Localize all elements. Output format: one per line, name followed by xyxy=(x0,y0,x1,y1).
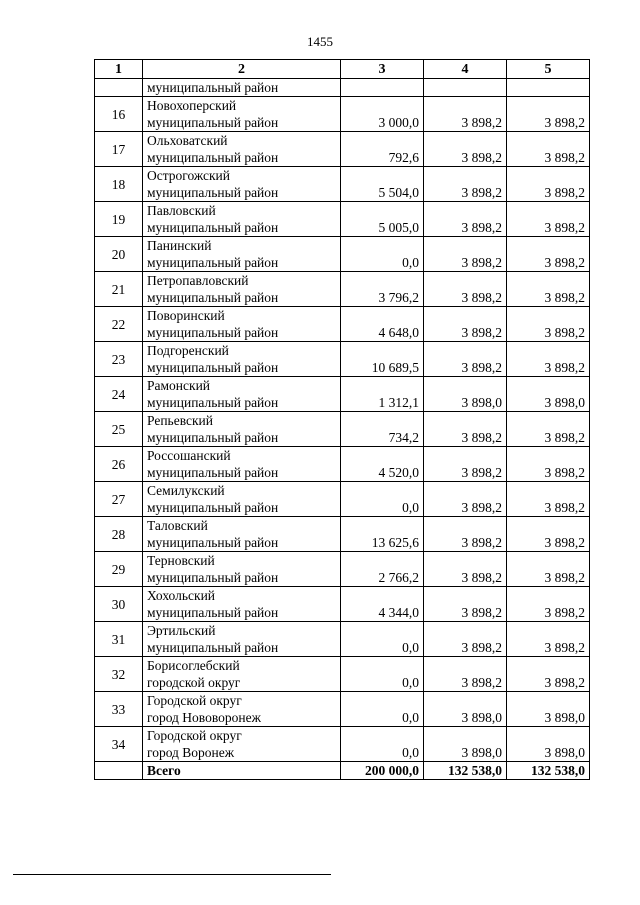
name-line-2: муниципальный район xyxy=(147,220,279,235)
value-col-3: 5 005,0 xyxy=(341,202,424,237)
value-col-4: 3 898,2 xyxy=(424,342,507,377)
name-line-2: муниципальный район xyxy=(147,290,279,305)
value-col-5: 3 898,2 xyxy=(507,97,590,132)
continued-num xyxy=(95,79,143,97)
name-line-2: город Нововоронеж xyxy=(147,710,261,725)
row-number: 28 xyxy=(95,517,143,552)
table-row xyxy=(95,517,590,552)
name-line-2: муниципальный район xyxy=(147,465,279,480)
value-col-3: 3 796,2 xyxy=(341,272,424,307)
row-number: 29 xyxy=(95,552,143,587)
municipality-name xyxy=(143,622,341,657)
value-col-4: 3 898,2 xyxy=(424,132,507,167)
row-number: 16 xyxy=(95,97,143,132)
value-col-5: 3 898,2 xyxy=(507,517,590,552)
name-line-2: город Воронеж xyxy=(147,745,235,760)
value-col-3: 13 625,6 xyxy=(341,517,424,552)
name-line-1: Новохоперский xyxy=(147,98,237,113)
value-col-3: 4 648,0 xyxy=(341,307,424,342)
municipality-name xyxy=(143,587,341,622)
value-col-3: 4 520,0 xyxy=(341,447,424,482)
table-row xyxy=(95,727,590,762)
header-col-1: 1 xyxy=(95,60,143,79)
row-number: 30 xyxy=(95,587,143,622)
name-line-1: Острогожский xyxy=(147,168,231,183)
name-line-1: Панинский xyxy=(147,238,212,253)
value-col-4: 3 898,0 xyxy=(424,377,507,412)
value-col-3: 0,0 xyxy=(341,482,424,517)
value-col-5: 3 898,2 xyxy=(507,307,590,342)
name-line-1: Таловский xyxy=(147,518,208,533)
municipality-name xyxy=(143,202,341,237)
value-col-5: 3 898,0 xyxy=(507,727,590,762)
value-col-4: 3 898,2 xyxy=(424,412,507,447)
value-col-5: 3 898,2 xyxy=(507,132,590,167)
municipality-name xyxy=(143,307,341,342)
name-line-2: муниципальный район xyxy=(147,500,279,515)
value-col-3: 3 000,0 xyxy=(341,97,424,132)
name-line-1: Павловский xyxy=(147,203,216,218)
value-col-3: 5 504,0 xyxy=(341,167,424,202)
header-col-2: 2 xyxy=(143,60,341,79)
value-col-5: 3 898,2 xyxy=(507,657,590,692)
continued-row xyxy=(95,79,590,97)
municipality-name xyxy=(143,517,341,552)
municipality-name xyxy=(143,482,341,517)
table-row xyxy=(95,342,590,377)
name-line-1: Подгоренский xyxy=(147,343,229,358)
value-col-5: 3 898,2 xyxy=(507,237,590,272)
value-col-4: 3 898,2 xyxy=(424,307,507,342)
name-line-2: муниципальный район xyxy=(147,115,279,130)
value-col-4: 3 898,2 xyxy=(424,202,507,237)
total-col-3: 200 000,0 xyxy=(341,762,424,780)
value-col-5: 3 898,2 xyxy=(507,552,590,587)
value-col-5: 3 898,2 xyxy=(507,622,590,657)
table-row xyxy=(95,482,590,517)
name-line-1: Рамонский xyxy=(147,378,211,393)
name-line-2: муниципальный район xyxy=(147,325,279,340)
table-row xyxy=(95,377,590,412)
value-col-4: 3 898,0 xyxy=(424,692,507,727)
name-line-2: муниципальный район xyxy=(147,395,279,410)
table-row xyxy=(95,622,590,657)
footnote-divider xyxy=(13,874,331,875)
row-number: 27 xyxy=(95,482,143,517)
value-col-5: 3 898,2 xyxy=(507,412,590,447)
name-line-1: Терновский xyxy=(147,553,215,568)
continued-c3 xyxy=(341,79,424,97)
municipality-name xyxy=(143,727,341,762)
table-row xyxy=(95,132,590,167)
row-number: 18 xyxy=(95,167,143,202)
name-line-1: Семилукский xyxy=(147,483,225,498)
name-line-1: Россошанский xyxy=(147,448,231,463)
header-col-3: 3 xyxy=(341,60,424,79)
name-line-1: Петропавловский xyxy=(147,273,249,288)
continued-c5 xyxy=(507,79,590,97)
table-row xyxy=(95,97,590,132)
name-line-2: муниципальный район xyxy=(147,150,279,165)
value-col-4: 3 898,2 xyxy=(424,587,507,622)
header-row xyxy=(95,60,590,79)
table-row xyxy=(95,587,590,622)
municipality-name xyxy=(143,692,341,727)
value-col-4: 3 898,2 xyxy=(424,97,507,132)
municipality-name xyxy=(143,377,341,412)
value-col-4: 3 898,2 xyxy=(424,237,507,272)
row-number: 33 xyxy=(95,692,143,727)
row-number: 25 xyxy=(95,412,143,447)
name-line-2: муниципальный район xyxy=(147,605,279,620)
value-col-3: 0,0 xyxy=(341,727,424,762)
total-col-4: 132 538,0 xyxy=(424,762,507,780)
row-number: 20 xyxy=(95,237,143,272)
row-number: 23 xyxy=(95,342,143,377)
continued-name: муниципальный район xyxy=(143,79,341,97)
value-col-4: 3 898,2 xyxy=(424,657,507,692)
total-num xyxy=(95,762,143,780)
municipality-name xyxy=(143,97,341,132)
value-col-5: 3 898,2 xyxy=(507,167,590,202)
value-col-5: 3 898,0 xyxy=(507,692,590,727)
row-number: 32 xyxy=(95,657,143,692)
row-number: 34 xyxy=(95,727,143,762)
name-line-2: муниципальный район xyxy=(147,430,279,445)
value-col-3: 10 689,5 xyxy=(341,342,424,377)
value-col-4: 3 898,2 xyxy=(424,552,507,587)
name-line-2: городской округ xyxy=(147,675,241,690)
name-line-2: муниципальный район xyxy=(147,360,279,375)
value-col-5: 3 898,2 xyxy=(507,272,590,307)
municipality-name xyxy=(143,237,341,272)
total-label: Всего xyxy=(143,762,341,780)
value-col-5: 3 898,2 xyxy=(507,202,590,237)
value-col-5: 3 898,2 xyxy=(507,447,590,482)
table-row xyxy=(95,447,590,482)
municipality-name xyxy=(143,657,341,692)
municipality-name xyxy=(143,552,341,587)
value-col-4: 3 898,2 xyxy=(424,167,507,202)
value-col-4: 3 898,2 xyxy=(424,517,507,552)
name-line-2: муниципальный район xyxy=(147,255,279,270)
municipality-name xyxy=(143,447,341,482)
value-col-3: 792,6 xyxy=(341,132,424,167)
value-col-3: 0,0 xyxy=(341,657,424,692)
name-line-2: муниципальный район xyxy=(147,570,279,585)
name-line-1: Поворинский xyxy=(147,308,225,323)
value-col-3: 0,0 xyxy=(341,622,424,657)
name-line-1: Хохольский xyxy=(147,588,216,603)
table-row xyxy=(95,272,590,307)
municipality-name xyxy=(143,342,341,377)
name-line-2: муниципальный район xyxy=(147,640,279,655)
municipality-name xyxy=(143,272,341,307)
value-col-3: 4 344,0 xyxy=(341,587,424,622)
distribution-table xyxy=(94,59,590,780)
row-number: 31 xyxy=(95,622,143,657)
name-line-1: Городской округ xyxy=(147,693,242,708)
value-col-5: 3 898,2 xyxy=(507,587,590,622)
value-col-3: 0,0 xyxy=(341,237,424,272)
table-row xyxy=(95,552,590,587)
value-col-5: 3 898,2 xyxy=(507,482,590,517)
value-col-4: 3 898,0 xyxy=(424,727,507,762)
name-line-1: Борисоглебский xyxy=(147,658,240,673)
municipality-name xyxy=(143,167,341,202)
value-col-3: 0,0 xyxy=(341,692,424,727)
municipality-name xyxy=(143,132,341,167)
row-number: 24 xyxy=(95,377,143,412)
row-number: 21 xyxy=(95,272,143,307)
name-line-1: Эртильский xyxy=(147,623,216,638)
name-line-2: муниципальный район xyxy=(147,535,279,550)
continued-c4 xyxy=(424,79,507,97)
table-row xyxy=(95,307,590,342)
row-number: 26 xyxy=(95,447,143,482)
page-number: 1455 xyxy=(307,34,333,49)
value-col-3: 2 766,2 xyxy=(341,552,424,587)
header-col-5: 5 xyxy=(507,60,590,79)
value-col-5: 3 898,2 xyxy=(507,342,590,377)
total-row xyxy=(95,762,590,780)
name-line-2: муниципальный район xyxy=(147,185,279,200)
header-col-4: 4 xyxy=(424,60,507,79)
value-col-4: 3 898,2 xyxy=(424,482,507,517)
table-row xyxy=(95,237,590,272)
value-col-3: 1 312,1 xyxy=(341,377,424,412)
value-col-3: 734,2 xyxy=(341,412,424,447)
total-col-5: 132 538,0 xyxy=(507,762,590,780)
name-line-1: Репьевский xyxy=(147,413,213,428)
row-number: 22 xyxy=(95,307,143,342)
table-row xyxy=(95,657,590,692)
value-col-4: 3 898,2 xyxy=(424,447,507,482)
value-col-5: 3 898,0 xyxy=(507,377,590,412)
name-line-1: Ольховатский xyxy=(147,133,228,148)
table-row xyxy=(95,167,590,202)
value-col-4: 3 898,2 xyxy=(424,272,507,307)
row-number: 17 xyxy=(95,132,143,167)
name-line-1: Городской округ xyxy=(147,728,242,743)
value-col-4: 3 898,2 xyxy=(424,622,507,657)
row-number: 19 xyxy=(95,202,143,237)
municipality-name xyxy=(143,412,341,447)
table-row xyxy=(95,202,590,237)
table-row xyxy=(95,412,590,447)
table-row xyxy=(95,692,590,727)
